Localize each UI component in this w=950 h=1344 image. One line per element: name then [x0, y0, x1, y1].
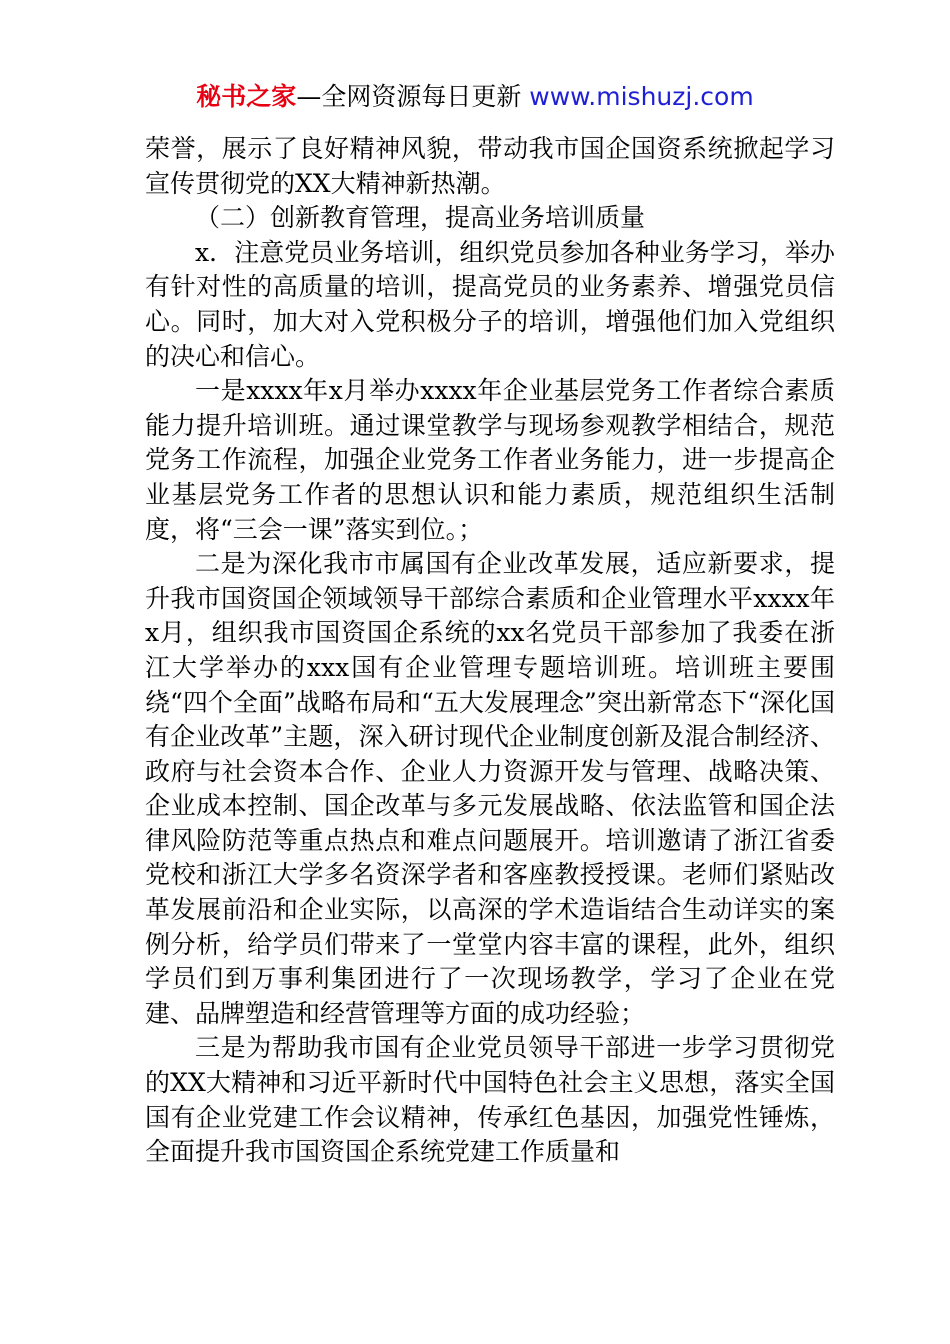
page-header [0, 80, 950, 114]
document-body [145, 132, 835, 1170]
header-tagline: —全网资源每日更新 [296, 82, 530, 111]
paragraph-item-three: 三是为帮助我市国有企业党员领导干部进一步学习贯彻党的XX大精神和习近平新时代中国特色社会主义思想，落实全国国有企业党建工作会议精神，传承红色基因，加强党性锤炼，全面提升我市国资国企系统党建工作质量和 [145, 1033, 835, 1167]
paragraph-item-one: 一是xxxx年x月举办xxxx年企业基层党务工作者综合素质能力提升培训班。通过课堂教学与现场参观教学相结合，规范党务工作流程，加强企业党务工作者业务能力，进一步提高企业基层党务工作者的思想认识和能力素质，规范组织生活制度，将“三会一课”落实到位。； [145, 376, 835, 544]
brand-name: 秘书之家 [196, 82, 297, 111]
paragraph-item-two: 二是为深化我市市属国有企业改革发展，适应新要求，提升我市国资国企领域领导干部综合素质和企业管理水平xxxx年x月，组织我市国资国企系统的xx名党员干部参加了我委在浙江大学举办的xxx国有企业管理专题培训班。培训班主要围绕“四个全面”战略布局和“五大发展理念”突出新常态下“深化国有企业改革”主题，深入研讨现代企业制度创新及混合制经济、政府与社会资本合作、企业人力资源开发与管理、战略决策、企业成本控制、国企改革与多元发展战略、依法监管和国企法律风险防范等重点热点和难点问题展开。培训邀请了浙江省委党校和浙江大学多名资深学者和客座教授授课。老师们紧贴改革发展前沿和企业实际，以高深的学术造诣结合生动详实的案例分析，给学员们带来了一堂堂内容丰富的课程，此外，组织学员们到万事利集团进行了一次现场教学，学习了企业在党建、品牌塑造和经营管理等方面的成功经验； [145, 549, 835, 1028]
paragraph-training: x．注意党员业务培训，组织党员参加各种业务学习，举办有针对性的高质量的培训，提高党员的业务素养、增强党员信心。同时，加大对入党积极分子的培训，增强他们加入党组织的决心和信心。 [145, 237, 835, 371]
section-heading: （二）创新教育管理，提高业务培训质量 [195, 203, 646, 233]
website-link[interactable]: www.mishuzj.com [529, 82, 754, 111]
paragraph-continuation: 荣誉，展示了良好精神风貌，带动我市国企国资系统掀起学习宣传贯彻党的XX大精神新热潮。 [145, 134, 835, 198]
